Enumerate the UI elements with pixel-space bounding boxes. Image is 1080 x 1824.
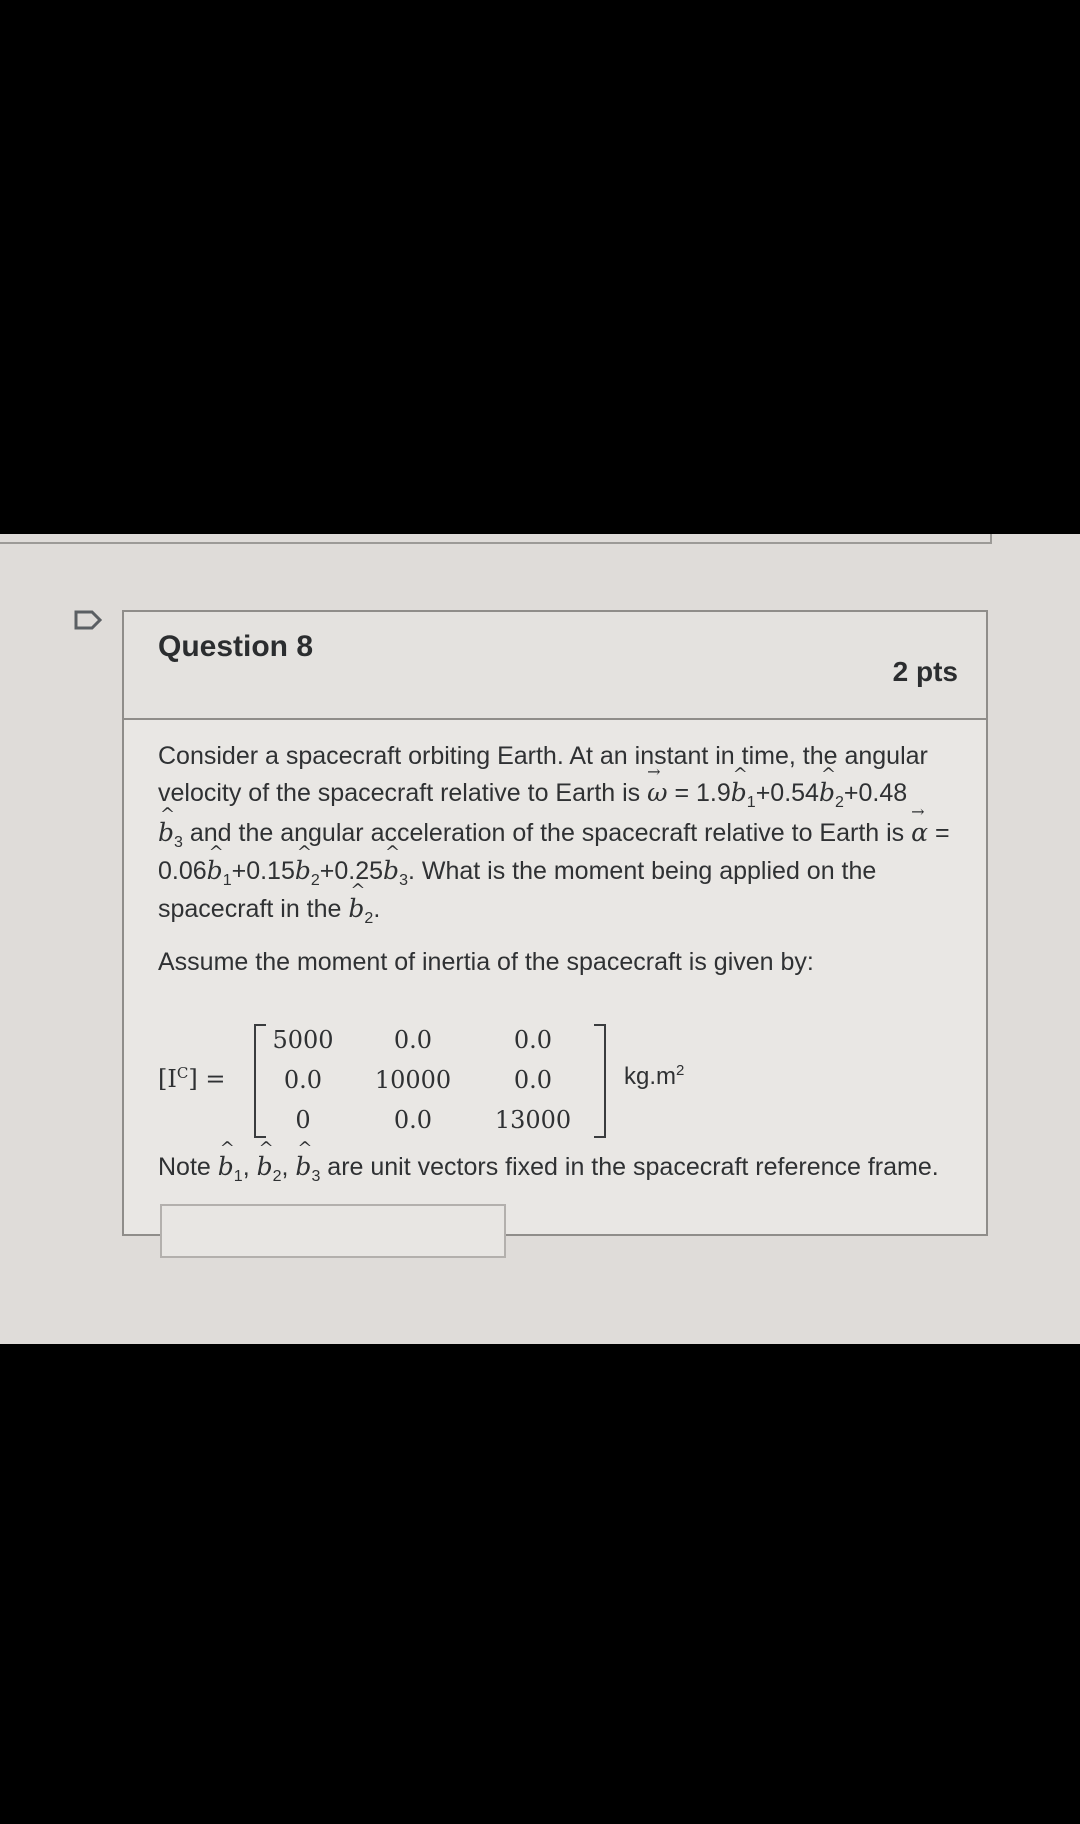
- matrix-cell: 0.0: [513, 1026, 553, 1054]
- matrix-right-bracket: [594, 1024, 606, 1138]
- inertia-label: $[I^C]$ =: [158, 1064, 226, 1093]
- inertia-units: $kg.m^2$: [624, 1062, 685, 1090]
- assume-text: Assume the moment of inertia of the spacecraft is given by:: [158, 948, 814, 976]
- note-text: Note ^ $b_1$, ^ $b_2$, ^ $b_3$ are unit vectors fixed in the spacecraft reference frame.: [158, 1152, 939, 1186]
- question-text-line-5: spacecraft in the ^ $b_2$.: [158, 894, 380, 928]
- question-card: [122, 610, 988, 1236]
- matrix-cell: 10000: [374, 1066, 452, 1094]
- question-title: Question 8: [158, 630, 314, 663]
- matrix-cell: 0.0: [283, 1066, 323, 1094]
- alpha-symbol: → α: [911, 818, 928, 847]
- question-text-line-2: velocity of the spacecraft relative to Earth is → ω = 1.9^ $b_1+0.54\^{}$ $b_2+0.48$: [158, 778, 907, 812]
- matrix-cell: 13000: [494, 1106, 572, 1134]
- omega-symbol: → ω: [647, 778, 667, 807]
- question-text-line-3: ^ $b_3$ and the angular acceleration of the spacecraft relative to Earth is → α =: [158, 818, 950, 852]
- screen-area: [0, 534, 1080, 1344]
- question-header: [124, 612, 986, 720]
- previous-question-border: [0, 534, 992, 544]
- matrix-cell: 0.0: [513, 1066, 553, 1094]
- matrix-cell: 5000: [272, 1026, 334, 1054]
- flag-icon[interactable]: [74, 610, 102, 630]
- question-text-line-1: Consider a spacecraft orbiting Earth. At an instant in time, the angular: [158, 742, 928, 770]
- matrix-cell: 0.0: [393, 1106, 433, 1134]
- answer-input[interactable]: [160, 1204, 506, 1258]
- matrix-cell: 0.0: [393, 1026, 433, 1054]
- matrix-cell: 0: [295, 1106, 311, 1134]
- question-points: 2 pts: [892, 656, 958, 687]
- inertia-matrix: [158, 1018, 718, 1138]
- question-text-line-4: 0.06^ $b_1+0.15\^{}$ $b_2+0.25\^{}$ $b_3$. What is the moment being applied on the: [158, 856, 876, 890]
